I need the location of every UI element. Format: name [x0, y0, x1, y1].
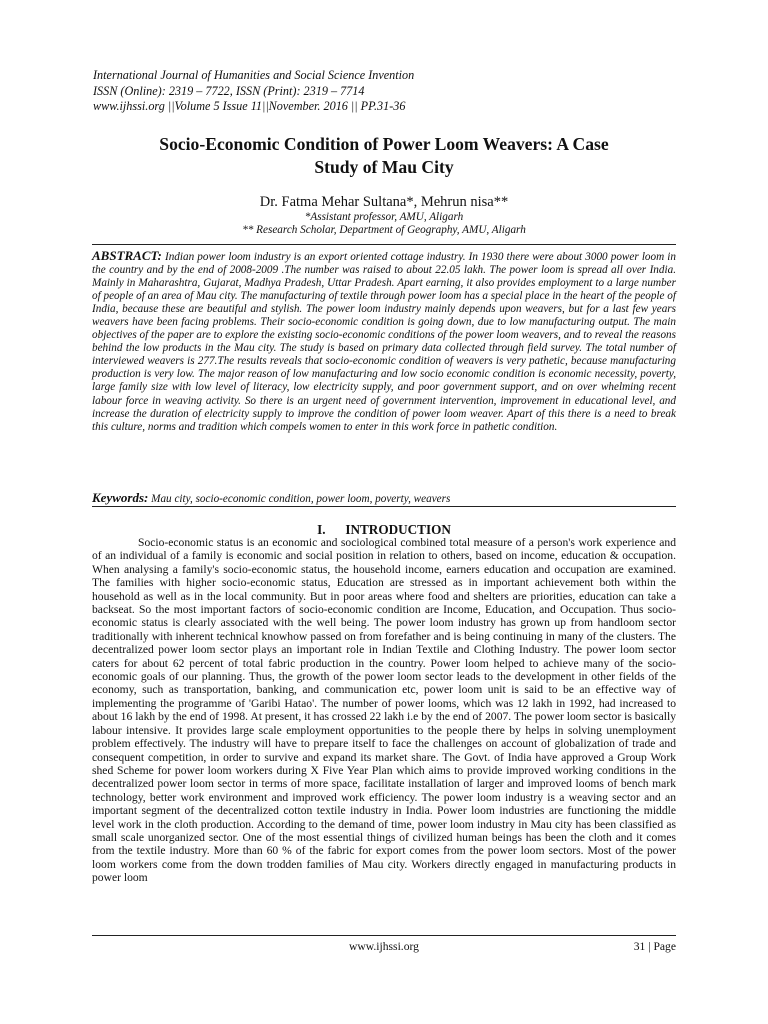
- abstract-top-rule: [92, 244, 676, 245]
- title-line-2: Study of Mau City: [314, 157, 454, 177]
- keywords: [92, 491, 676, 506]
- title-line-1: Socio-Economic Condition of Power Loom Weavers: A Case: [159, 134, 609, 154]
- footer-rule: [92, 935, 676, 936]
- journal-issn: ISSN (Online): 2319 – 7722, ISSN (Print): 2319 – 7714: [93, 83, 365, 98]
- abstract-bottom-rule: [92, 506, 676, 507]
- body-text: [92, 536, 676, 885]
- section-title: INTRODUCTION: [345, 522, 451, 537]
- journal-name: International Journal of Humanities and Social Science Invention: [93, 68, 415, 82]
- journal-header: [93, 68, 693, 115]
- affiliation-2: ** Research Scholar, Department of Geography, AMU, Aligarh: [242, 224, 526, 236]
- abstract-text: Indian power loom industry is an export oriented cottage industry. In 1930 there were about 3000 power loom in the country and by the end of 2008-2009 .The number was raised to about 22.05 lakh. The power loom is spread all over India. Mainly in Maharashtra, Gujarat, Madhya Pradesh, Uttar Pradesh. Apart earning, it also provides employment to a large number of people of an area of Mau city. The manufacturing of textile through power loom has a special place in the heart of the people of India, because these are beautiful and stylish. The power loom industry mainly depends upon weavers, but for a last few years weavers have been facing problems. Their socio-economic condition is going down, due to low manufacturing output. The main objectives of the paper are to explore the existing socio-economic conditions of the power loom weavers, and to reveal the reasons behind the low products in the Mau city. The study is based on primary data collected through field survey. The total number of interviewed weavers is 277.The results reveals that socio-economic condition of weavers is very pathetic, because manufacturing production is very low. The major reason of low manufacturing and low socio economic condition is economic necessity, poverty, large family size with low level of literacy, low electricity supply, and poor government support, and on over whelming recent labour force in weaving activity. So there is an urgent need of government intervention, improvement in educational level, and increase the duration of electricity supply to improve the condition of power loom weaver. Apart of this there is a need to break this culture, norms and tradition which compels women to enter in this work force in pathetic condition.: [92, 251, 677, 433]
- paper-title: [84, 133, 684, 179]
- keywords-label: Keywords:: [92, 490, 149, 505]
- section-number: I.: [317, 522, 326, 537]
- paragraph: Socio-economic status is an economic and sociological combined total measure of a person's work experience and of an individual of a family is economic and social position in relation to others, based on income, education & occupation. When analysing a family's socio-economic status, the household income, earners education and occupation are examined. The families with higher socio-economic status, Education are stressed as in important achievement both within the household as well as in the local community. But in poor areas where food and shelters are priorities, education can take a backseat. So the most important factors of socio-economic condition are Income, Education, and Occupation. Thus socio-economic status is clearly associated with the well being. The power loom industry has grown up from handloom sector traditionally with inherent technical knowhow passed on from forefather and is being continuing in many of the clusters. The decentralized power loom sector plays an important role in Indian Textile and Clothing Industry. The power loom sector caters for about 62 percent of total fabric production in the country. Power loom helped to achieve many of the socio-economic goals of our planning. Thus, the growth of the power loom sector leads to the development in other fields of the economy, such as transportation, banking, and communication etc, power loom unit is said to be an effective way of implementing the programme of 'Garibi Hatao'. The number of power looms, which was 12 lakh in 1992, had increased to about 16 lakh by the end of 1998. At present, it has crossed 22 lakh i.e by the end of 2007. The power loom sector is basically labour intensive. It provides large scale employment opportunities to the people there by helps in solving unemployment problem effectively. The industry will have to prepare itself to face the challenges on account of globalization of trade and consequent competition, in order to survive and expand its market share. The Govt. of India have approved a Group Work shed Scheme for power loom workers during X Five Year Plan which aims to provide improved working conditions in the decentralized power loom sector in terms of more space, facilitate installation of larger and improved looms of bench mark technology, better work environment and improved work efficiency. The power loom industry is a weaving sector and an important segment of the decentralized cotton textile industry in India. Power loom industries are functioning the middle level work in the cloth production. According to the demand of time, power loom industry in Mau city has been classified as small scale unorganized sector. One of the most essential things of civilized human beings has been the cloth and it comes from the textile industry. More than 60 % of the fabric for export comes from the power loom sectors. Most of the power loom workers come from the down trodden families of Mau city. Workers directly engaged in manufacturing products in power loom: [92, 536, 676, 885]
- authors: Dr. Fatma Mehar Sultana*, Mehrun nisa**: [259, 194, 509, 210]
- affiliation-1: *Assistant professor, AMU, Aligarh: [304, 211, 464, 223]
- journal-citation: www.ijhssi.org ||Volume 5 Issue 11||November. 2016 || PP.31-36: [93, 99, 406, 113]
- keywords-text: Mau city, socio-economic condition, power loom, poverty, weavers: [151, 493, 451, 505]
- page-number: 31 | Page: [633, 940, 676, 953]
- abstract-label: ABSTRACT:: [92, 248, 162, 263]
- footer-url: www.ijhssi.org: [349, 940, 419, 953]
- abstract: [92, 249, 676, 434]
